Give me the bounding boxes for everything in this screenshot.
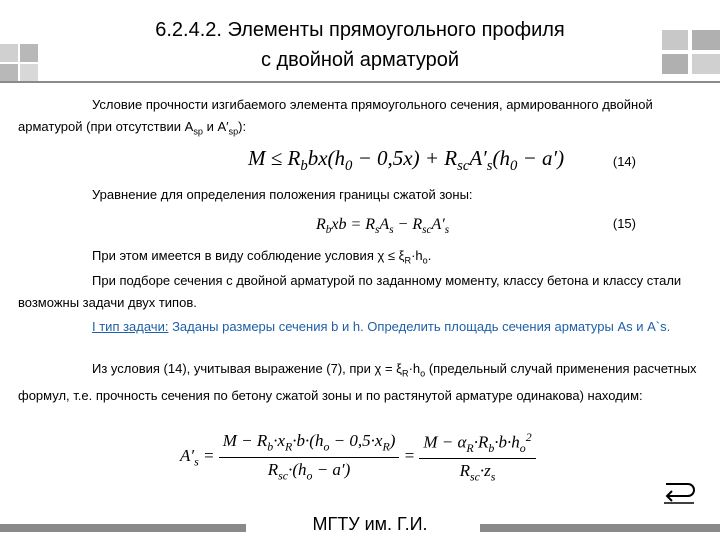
paragraph-derivation: Из условия (14), учитывая выражение (7), при $\chi = \xi_R\cdot h_o$ (предельный случай применения расчетных формул, т.е. прочность сечения по бетону сжатой зоны и по растянутой арматуре одинакова) находим:: [18, 361, 697, 403]
decorative-squares-right: [662, 30, 720, 76]
return-arrow-icon[interactable]: [662, 478, 696, 504]
equation-reinforcement-area: $A'_s$ = $\frac{M - R_b\cdot x_R\cdot b\cdot(h_o - 0,5\cdot x_R)}{R_{sc}\cdot(h_o - a')}$ = $\frac{M - \alpha_R\cdot R_b\cdot b\cdot h_o^2}{R_{sc}\cdot z_s}$: [180, 430, 536, 484]
paragraph-task-type-1: I тип задачи: Заданы размеры сечения b и h. Определить площадь сечения арматуры As и A`s.: [92, 319, 671, 334]
footer-bar-right: [480, 524, 720, 532]
fraction-2: $\frac{M - \alpha_R\cdot R_b\cdot b\cdot h_o^2}{R_{sc}\cdot z_s}$: [419, 430, 535, 484]
equation-15: $R_bxb = R_sA_s - R_{sc}A'_s$: [316, 216, 450, 237]
footer-text: МГТУ им. Г.И.: [312, 514, 428, 534]
paragraph-boundary-equation: Уравнение для определения положения границы сжатой зоны:: [92, 187, 473, 202]
equation-15-number: (15): [612, 216, 636, 231]
page-title: 6.2.4.2. Элементы прямоугольного профиля: [155, 19, 565, 41]
equation-14: $M \le R_bbx(h_0 - 0,5x) + R_{sc}A'_s(h_0 - a')$: [248, 146, 565, 175]
header-divider: [0, 81, 720, 83]
task-type-1-label: I тип задачи:: [92, 319, 169, 334]
fraction-1: $\frac{M - R_b\cdot x_R\cdot b\cdot(h_o - 0,5\cdot x_R)}{R_{sc}\cdot(h_o - a')}$: [219, 431, 400, 483]
paragraph-strength-condition: Условие прочности изгибаемого элемента прямоугольного сечения, армированного двойной арматурой (при отсутствии $A_{sp}$ и $A'_{sp}$):: [18, 97, 653, 137]
paragraph-condition: При этом имеется в виду соблюдение условия $\chi \le \xi_R\cdot h_o$.: [92, 248, 432, 266]
footer-bar-left: [0, 524, 246, 532]
decorative-squares-left: [0, 44, 40, 84]
paragraph-task-types: При подборе сечения с двойной арматурой по заданному моменту, классу бетона и классу стали возможны задачи двух типов.: [18, 273, 682, 310]
page-subtitle: с двойной арматурой: [260, 49, 460, 71]
equation-14-number: (14): [612, 154, 636, 169]
